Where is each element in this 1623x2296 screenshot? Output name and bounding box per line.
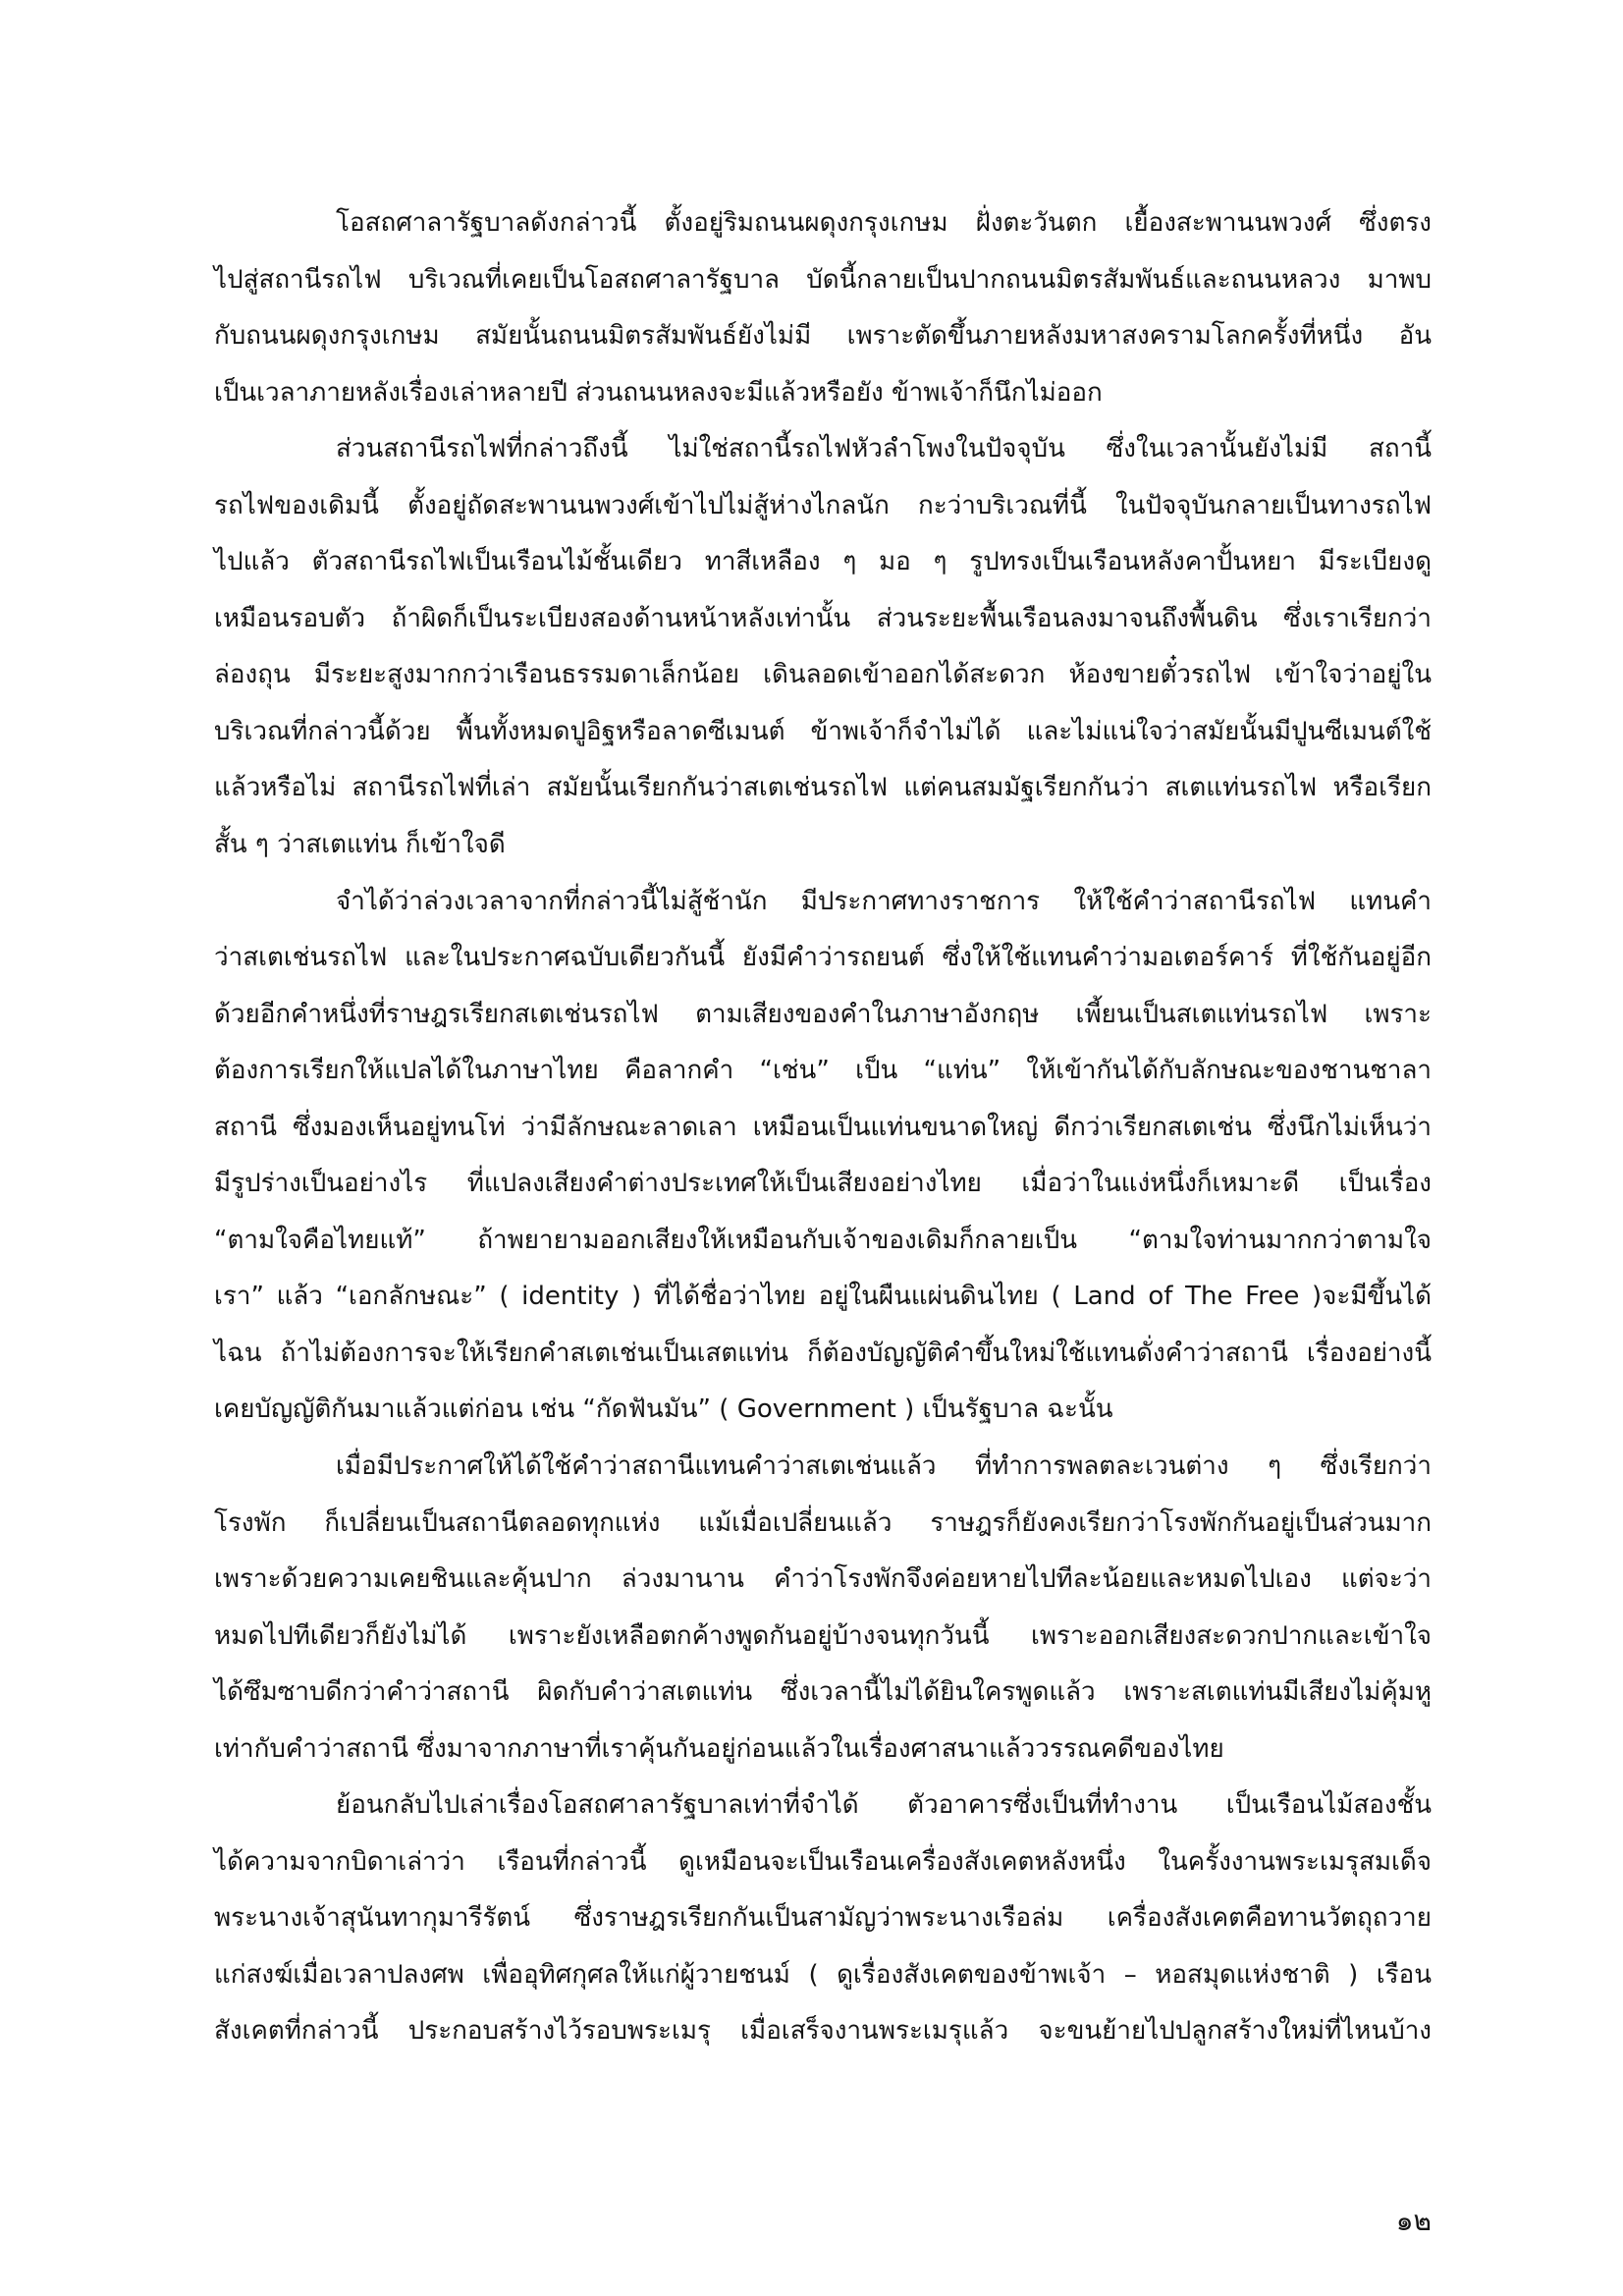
text-line: ย้อนกลับไปเล่าเรื่องโอสถศาลารัฐบาลเท่าที่จำได้ ตัวอาคารซึ่งเป็นที่ทำงาน เป็นเรือนไม้สองชั้น — [336, 1790, 1432, 1820]
text-line: แล้วหรือไม่ สถานีรถไฟที่เล่า สมัยนั้นเรียกกันว่าสเตเช่นรถไฟ แต่คนสมมัฐเรียกกันว่า สเตแท่นรถไฟ หรือเรียก — [214, 773, 1432, 802]
text-line: ว่าสเตเช่นรถไฟ และในประกาศฉบับเดียวกันนี้ ยังมีคำว่ารถยนต์ ซึ่งให้ใช้แทนคำว่ามอเตอร์คาร์ ที่ใช้กันอยู่อีก — [214, 943, 1432, 972]
text-line: เมื่อมีประกาศให้ได้ใช้คำว่าสถานีแทนคำว่าสเตเช่นแล้ว ที่ทำการพลตละเวนต่าง ๆ ซึ่งเรียกว่า — [336, 1451, 1432, 1481]
text-line: ไปแล้ว ตัวสถานีรถไฟเป็นเรือนไม้ชั้นเดียว ทาสีเหลือง ๆ มอ ๆ รูปทรงเป็นเรือนหลังคาปั้นหยา มีระเบียงดู — [214, 547, 1432, 576]
text-line: โรงพัก ก็เปลี่ยนเป็นสถานีตลอดทุกแห่ง แม้เมื่อเปลี่ยนแล้ว ราษฎรก็ยังคงเรียกว่าโรงพักกันอยู่เป็นส่วนมาก — [214, 1508, 1432, 1538]
text-line: เหมือนรอบตัว ถ้าผิดก็เป็นระเบียงสองด้านหน้าหลังเท่านั้น ส่วนระยะพื้นเรือนลงมาจนถึงพื้นดิน ซึ่งเราเรียกว่า — [214, 604, 1432, 633]
text-line: พระนางเจ้าสุนันทากุมารีรัตน์ ซึ่งราษฎรเรียกกันเป็นสามัญว่าพระนางเรือล่ม เครื่องสังเคตคือทานวัตถุถวาย — [214, 1903, 1432, 1933]
text-line: ส่วนสถานีรถไฟที่กล่าวถึงนี้ ไม่ใช่สถานี้รถไฟหัวลำโพงในปัจจุบัน ซึ่งในเวลานั้นยังไม่มี สถานี้ — [336, 434, 1432, 464]
text-line: แก่สงฆ์เมื่อเวลาปลงศพ เพื่ออุทิศกุศลให้แก่ผู้วายชนม์ ( ดูเรื่องสังเคตของข้าพเจ้า – หอสมุดแห่งชาติ ) เรือน — [214, 1960, 1432, 1990]
text-line: บริเวณที่กล่าวนี้ด้วย พื้นทั้งหมดปูอิฐหรือลาดซีเมนต์ ข้าพเจ้าก็จำไม่ได้ และไม่แน่ใจว่าสมัยนั้นมีปูนซีเมนต์ใช้ — [214, 717, 1432, 746]
text-line: ต้องการเรียกให้แปลได้ในภาษาไทย คือลากคำ “เช่น” เป็น “แท่น” ให้เข้ากันได้กับลักษณะของชานชาลา — [214, 1056, 1432, 1085]
text-line: มีรูปร่างเป็นอย่างไร ที่แปลงเสียงคำต่างประเทศให้เป็นเสียงอย่างไทย เมื่อว่าในแง่หนึ่งก็เหมาะดี เป็นเรื่อง — [214, 1169, 1432, 1198]
text-line: โอสถศาลารัฐบาลดังกล่าวนี้ ตั้งอยู่ริมถนนผดุงกรุงเกษม ฝั่งตะวันตก เยื้องสะพานนพวงศ์ ซึ่งตรง — [336, 208, 1432, 238]
text-line: ไปสู่สถานีรถไฟ บริเวณที่เคยเป็นโอสถศาลารัฐบาล บัดนี้กลายเป็นปากถนนมิตรสัมพันธ์และถนนหลวง มาพบ — [214, 265, 1432, 295]
text-line: หมดไปทีเดียวก็ยังไม่ได้ เพราะยังเหลือตกค้างพูดกันอยู่บ้างจนทุกวันนี้ เพราะออกเสียงสะดวกปากและเข้าใจ — [214, 1621, 1432, 1651]
text-line: เคยบัญญัติกันมาแล้วแต่ก่อน เช่น “กัดฟันมัน” ( Government ) เป็นรัฐบาล ฉะนั้น — [214, 1394, 1113, 1424]
text-line: กับถนนผดุงกรุงเกษม สมัยนั้นถนนมิตรสัมพันธ์ยังไม่มี เพราะตัดขึ้นภายหลังมหาสงครามโลกครั้งที่หนึ่ง อัน — [214, 321, 1432, 351]
text-line: ล่องถุน มีระยะสูงมากกว่าเรือนธรรมดาเล็กน้อย เดินลอดเข้าออกได้สะดวก ห้องขายตั๋วรถไฟ เข้าใจว่าอยู่ใน — [214, 660, 1432, 689]
page-number: ๑๒ — [1395, 2205, 1432, 2237]
text-line: เพราะด้วยความเคยชินและคุ้นปาก ล่วงมานาน คำว่าโรงพักจึงค่อยหายไปทีละน้อยและหมดไปเอง แต่จะว่า — [214, 1564, 1432, 1594]
text-line: เรา” แล้ว “เอกลักษณะ” ( identity ) ที่ได้ชื่อว่าไทย อยู่ในผืนแผ่นดินไทย ( Land of The Free )จะมีขึ้นได้ — [214, 1282, 1432, 1311]
text-line: รถไฟของเดิมนี้ ตั้งอยู่ถัดสะพานนพวงศ์เข้าไปไม่สู้ห่างไกลนัก กะว่าบริเวณที่นี้ ในปัจจุบันกลายเป็นทางรถไฟ — [214, 491, 1432, 520]
text-line: สังเคตที่กล่าวนี้ ประกอบสร้างไว้รอบพระเมรุ เมื่อเสร็จงานพระเมรุแล้ว จะขนย้ายไปปลูกสร้างใหม่ที่ไหนบ้าง — [214, 2016, 1432, 2046]
text-line: “ตามใจคือไทยแท้” ถ้าพยายามออกเสียงให้เหมือนกับเจ้าของเดิมก็กลายเป็น “ตามใจท่านมากกว่าตามใจ — [214, 1226, 1432, 1255]
text-line: ได้ซึมซาบดีกว่าคำว่าสถานี ผิดกับคำว่าสเตแท่น ซึ่งเวลานี้ไม่ได้ยินใครพูดแล้ว เพราะสเตแท่นมีเสียงไม่คุ้มหู — [214, 1677, 1432, 1707]
text-line: สั้น ๆ ว่าสเตแท่น ก็เข้าใจดี — [214, 830, 506, 859]
text-line: เป็นเวลาภายหลังเรื่องเล่าหลายปี ส่วนถนนหลงจะมีแล้วหรือยัง ข้าพเจ้าก็นึกไม่ออก — [214, 378, 1103, 408]
text-line: ได้ความจากบิดาเล่าว่า เรือนที่กล่าวนี้ ดูเหมือนจะเป็นเรือนเครื่องสังเคตหลังหนึ่ง ในครั้งงานพระเมรุสมเด็จ — [214, 1847, 1432, 1877]
text-line: ด้วยอีกคำหนึ่งที่ราษฎรเรียกสเตเช่นรถไฟ ตามเสียงของคำในภาษาอังกฤษ เพี้ยนเป็นสเตแท่นรถไฟ เพราะ — [214, 1000, 1432, 1029]
text-line: จำได้ว่าล่วงเวลาจากที่กล่าวนี้ไม่สู้ช้านัก มีประกาศทางราชการ ให้ใช้คำว่าสถานีรถไฟ แทนคำ — [336, 887, 1432, 916]
text-line: สถานี ซึ่งมองเห็นอยู่ทนโท่ ว่ามีลักษณะลาดเลา เหมือนเป็นแท่นขนาดใหญ่ ดีกว่าเรียกสเตเช่น ซึ่งนึกไม่เห็นว่า — [214, 1113, 1432, 1142]
text-line: เท่ากับคำว่าสถานี ซึ่งมาจากภาษาที่เราคุ้นกันอยู่ก่อนแล้วในเรื่องศาสนาแล้ววรรณคดีของไทย — [214, 1734, 1224, 1764]
text-line: ไฉน ถ้าไม่ต้องการจะให้เรียกคำสเตเช่นเป็นเสตแท่น ก็ต้องบัญญัติคำขึ้นใหม่ใช้แทนดั่งคำว่าสถานี เรื่องอย่างนี้ — [214, 1339, 1432, 1368]
